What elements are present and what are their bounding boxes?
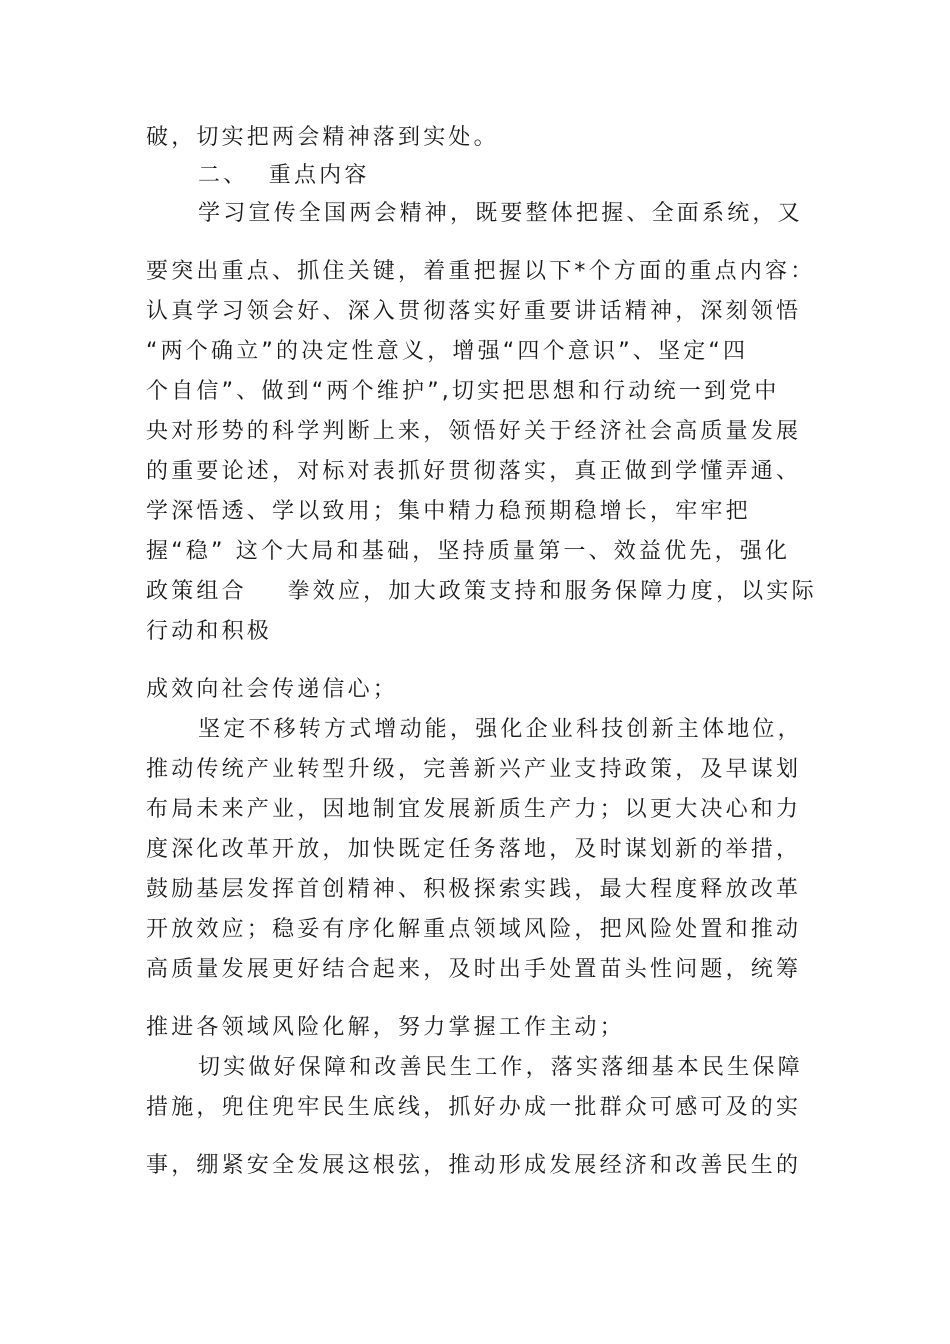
text-line: 央对形势的科学判断上来，领悟好关于经济社会高质量发展 bbox=[146, 419, 802, 444]
text-line: 布局未来产业，因地制宜发展新质生产力；以更大决心和力 bbox=[146, 797, 802, 822]
text-line: 学习宣传全国两会精神，既要整体把握、全面系统，又 bbox=[198, 201, 803, 226]
section-heading: 二、 重点内容 bbox=[198, 163, 370, 188]
text-line: 握“稳” 这个大局和基础，坚持质量第一、效益优先，强化 bbox=[146, 539, 791, 564]
text-line: 认真学习领会好、深入贯彻落实好重要讲话精神，深刻领悟 bbox=[146, 299, 802, 324]
text-line: 措施，兜住兜牢民生底线，抓好办成一批群众可感可及的实 bbox=[146, 1095, 802, 1120]
text-line: 推进各领域风险化解，努力掌握工作主动； bbox=[146, 1015, 625, 1040]
text-line: 切实做好保障和改善民生工作，落实落细基本民生保障 bbox=[198, 1055, 803, 1080]
text-line: 学深悟透、学以致用；集中精力稳预期稳增长，牢牢把 bbox=[146, 499, 751, 524]
text-line: 高质量发展更好结合起来，及时出手处置苗头性问题，统筹 bbox=[146, 957, 802, 982]
text-line: 政策组合 拳效应，加大政策支持和服务保障力度，以实际 bbox=[146, 579, 817, 604]
text-line: 鼓励基层发挥首创精神、积极探索实践，最大程度释放改革 bbox=[146, 877, 802, 902]
text-line: 成效向社会传递信心； bbox=[146, 677, 399, 702]
text-line: 事，绷紧安全发展这根弦，推动形成发展经济和改善民生的 bbox=[146, 1153, 802, 1178]
text-line: 的重要论述，对标对表抓好贯彻落实，真正做到学懂弄通、 bbox=[146, 459, 802, 484]
text-line: 破，切实把两会精神落到实处。 bbox=[146, 125, 499, 150]
text-line: “两个确立”的决定性意义，增强“四个意识”、坚定“四 bbox=[146, 339, 749, 364]
text-line: 坚定不移转方式增动能，强化企业科技创新主体地位， bbox=[198, 717, 803, 742]
text-line: 行动和积极 bbox=[146, 619, 273, 644]
text-line: 开放效应；稳妥有序化解重点领域风险，把风险处置和推动 bbox=[146, 917, 802, 942]
text-line: 要突出重点、抓住关键，着重把握以下*个方面的重点内容： bbox=[146, 259, 816, 284]
text-line: 个自信”、做到“两个维护”,切实把思想和行动统一到党中 bbox=[146, 379, 780, 404]
text-line: 推动传统产业转型升级，完善新兴产业支持政策，及早谋划 bbox=[146, 757, 802, 782]
text-line: 度深化改革开放，加快既定任务落地，及时谋划新的举措， bbox=[146, 837, 802, 862]
